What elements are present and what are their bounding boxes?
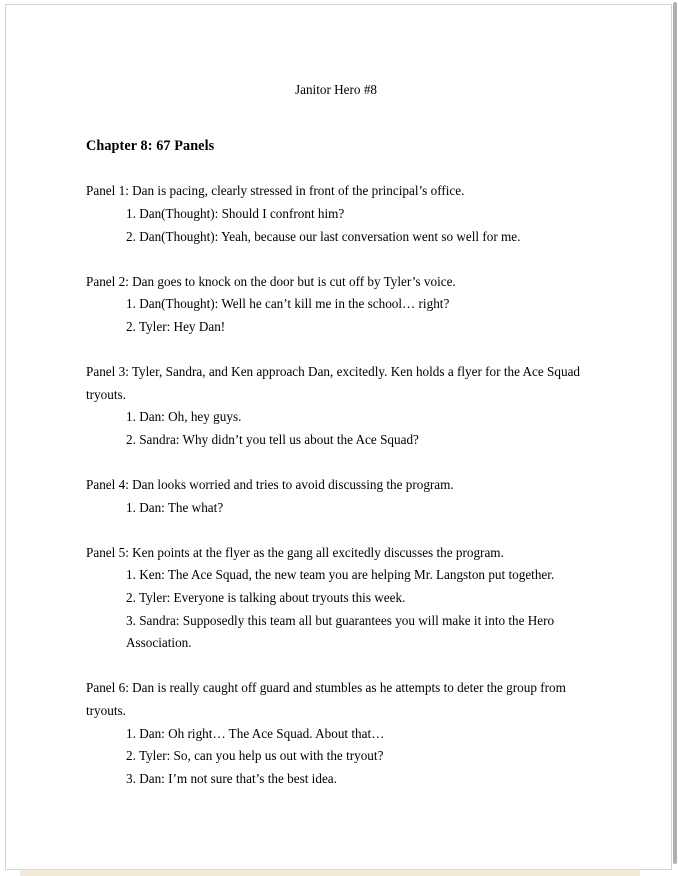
heading-spacer	[86, 158, 586, 181]
panel-gap	[86, 452, 586, 475]
title-spacer	[86, 102, 586, 125]
panel-line: 1. Dan: Oh right… The Ace Squad. About that…	[126, 725, 385, 741]
scrollbar-thumb[interactable]	[673, 2, 677, 864]
panel-gap	[86, 339, 586, 362]
chapter-heading: Chapter 8: 67 Panels	[86, 138, 215, 155]
panel-line-list	[86, 723, 586, 791]
panel-line: 2. Tyler: So, can you help us out with the tryout?	[126, 748, 384, 764]
panel-line: 1. Dan: Oh, hey guys.	[126, 409, 242, 425]
panel-description: Panel 5: Ken points at the flyer as the gang all excitedly discusses the program.	[86, 544, 504, 560]
panel-gap	[86, 248, 586, 271]
panel-line: 1. Dan: The what?	[126, 499, 224, 515]
panel-line: 2. Sandra: Why didn’t you tell us about the Ace Squad?	[126, 431, 419, 447]
panel-line-list	[86, 293, 586, 338]
panel-description: Panel 6: Dan is really caught off guard and stumbles as he attempts to deter the group from tryouts.	[86, 680, 566, 719]
panel-line: 1. Ken: The Ace Squad, the new team you are helping Mr. Langston put together.	[126, 567, 555, 583]
panel-line: 2. Dan(Thought): Yeah, because our last conversation went so well for me.	[126, 228, 521, 244]
panel-block	[86, 271, 586, 361]
document-page	[5, 4, 672, 870]
panel-line: 1. Dan(Thought): Well he can’t kill me in the school… right?	[126, 296, 450, 312]
panel-block	[86, 361, 586, 474]
document-content	[86, 79, 586, 813]
panel-block	[86, 542, 586, 678]
panels-container	[86, 180, 586, 813]
panel-block	[86, 677, 586, 813]
panel-gap	[86, 790, 586, 813]
panel-line-list	[86, 564, 586, 654]
panel-line-list	[86, 497, 586, 520]
panel-line: 3. Sandra: Supposedly this team all but guarantees you will make it into the Hero Association.	[126, 612, 555, 651]
panel-description: Panel 4: Dan looks worried and tries to avoid discussing the program.	[86, 477, 454, 493]
panel-description: Panel 1: Dan is pacing, clearly stressed in front of the principal’s office.	[86, 183, 465, 199]
panel-line-list	[86, 203, 586, 248]
panel-gap	[86, 655, 586, 678]
panel-description: Panel 2: Dan goes to knock on the door but is cut off by Tyler’s voice.	[86, 273, 456, 289]
vertical-scrollbar[interactable]	[672, 0, 678, 876]
panel-description: Panel 3: Tyler, Sandra, and Ken approach Dan, excitedly. Ken holds a flyer for the Ace Squad tryouts.	[86, 364, 581, 402]
panel-line: 3. Dan: I’m not sure that’s the best idea.	[126, 770, 337, 786]
panel-line: 2. Tyler: Hey Dan!	[126, 318, 226, 334]
panel-line: 1. Dan(Thought): Should I confront him?	[126, 205, 345, 221]
panel-line: 2. Tyler: Everyone is talking about tryouts this week.	[126, 590, 406, 606]
title-spacer-2	[86, 124, 586, 135]
next-page-edge	[20, 870, 640, 876]
panel-block	[86, 474, 586, 542]
panel-line-list	[86, 406, 586, 451]
panel-gap	[86, 519, 586, 542]
document-title: Janitor Hero #8	[294, 82, 378, 97]
panel-block	[86, 180, 586, 270]
